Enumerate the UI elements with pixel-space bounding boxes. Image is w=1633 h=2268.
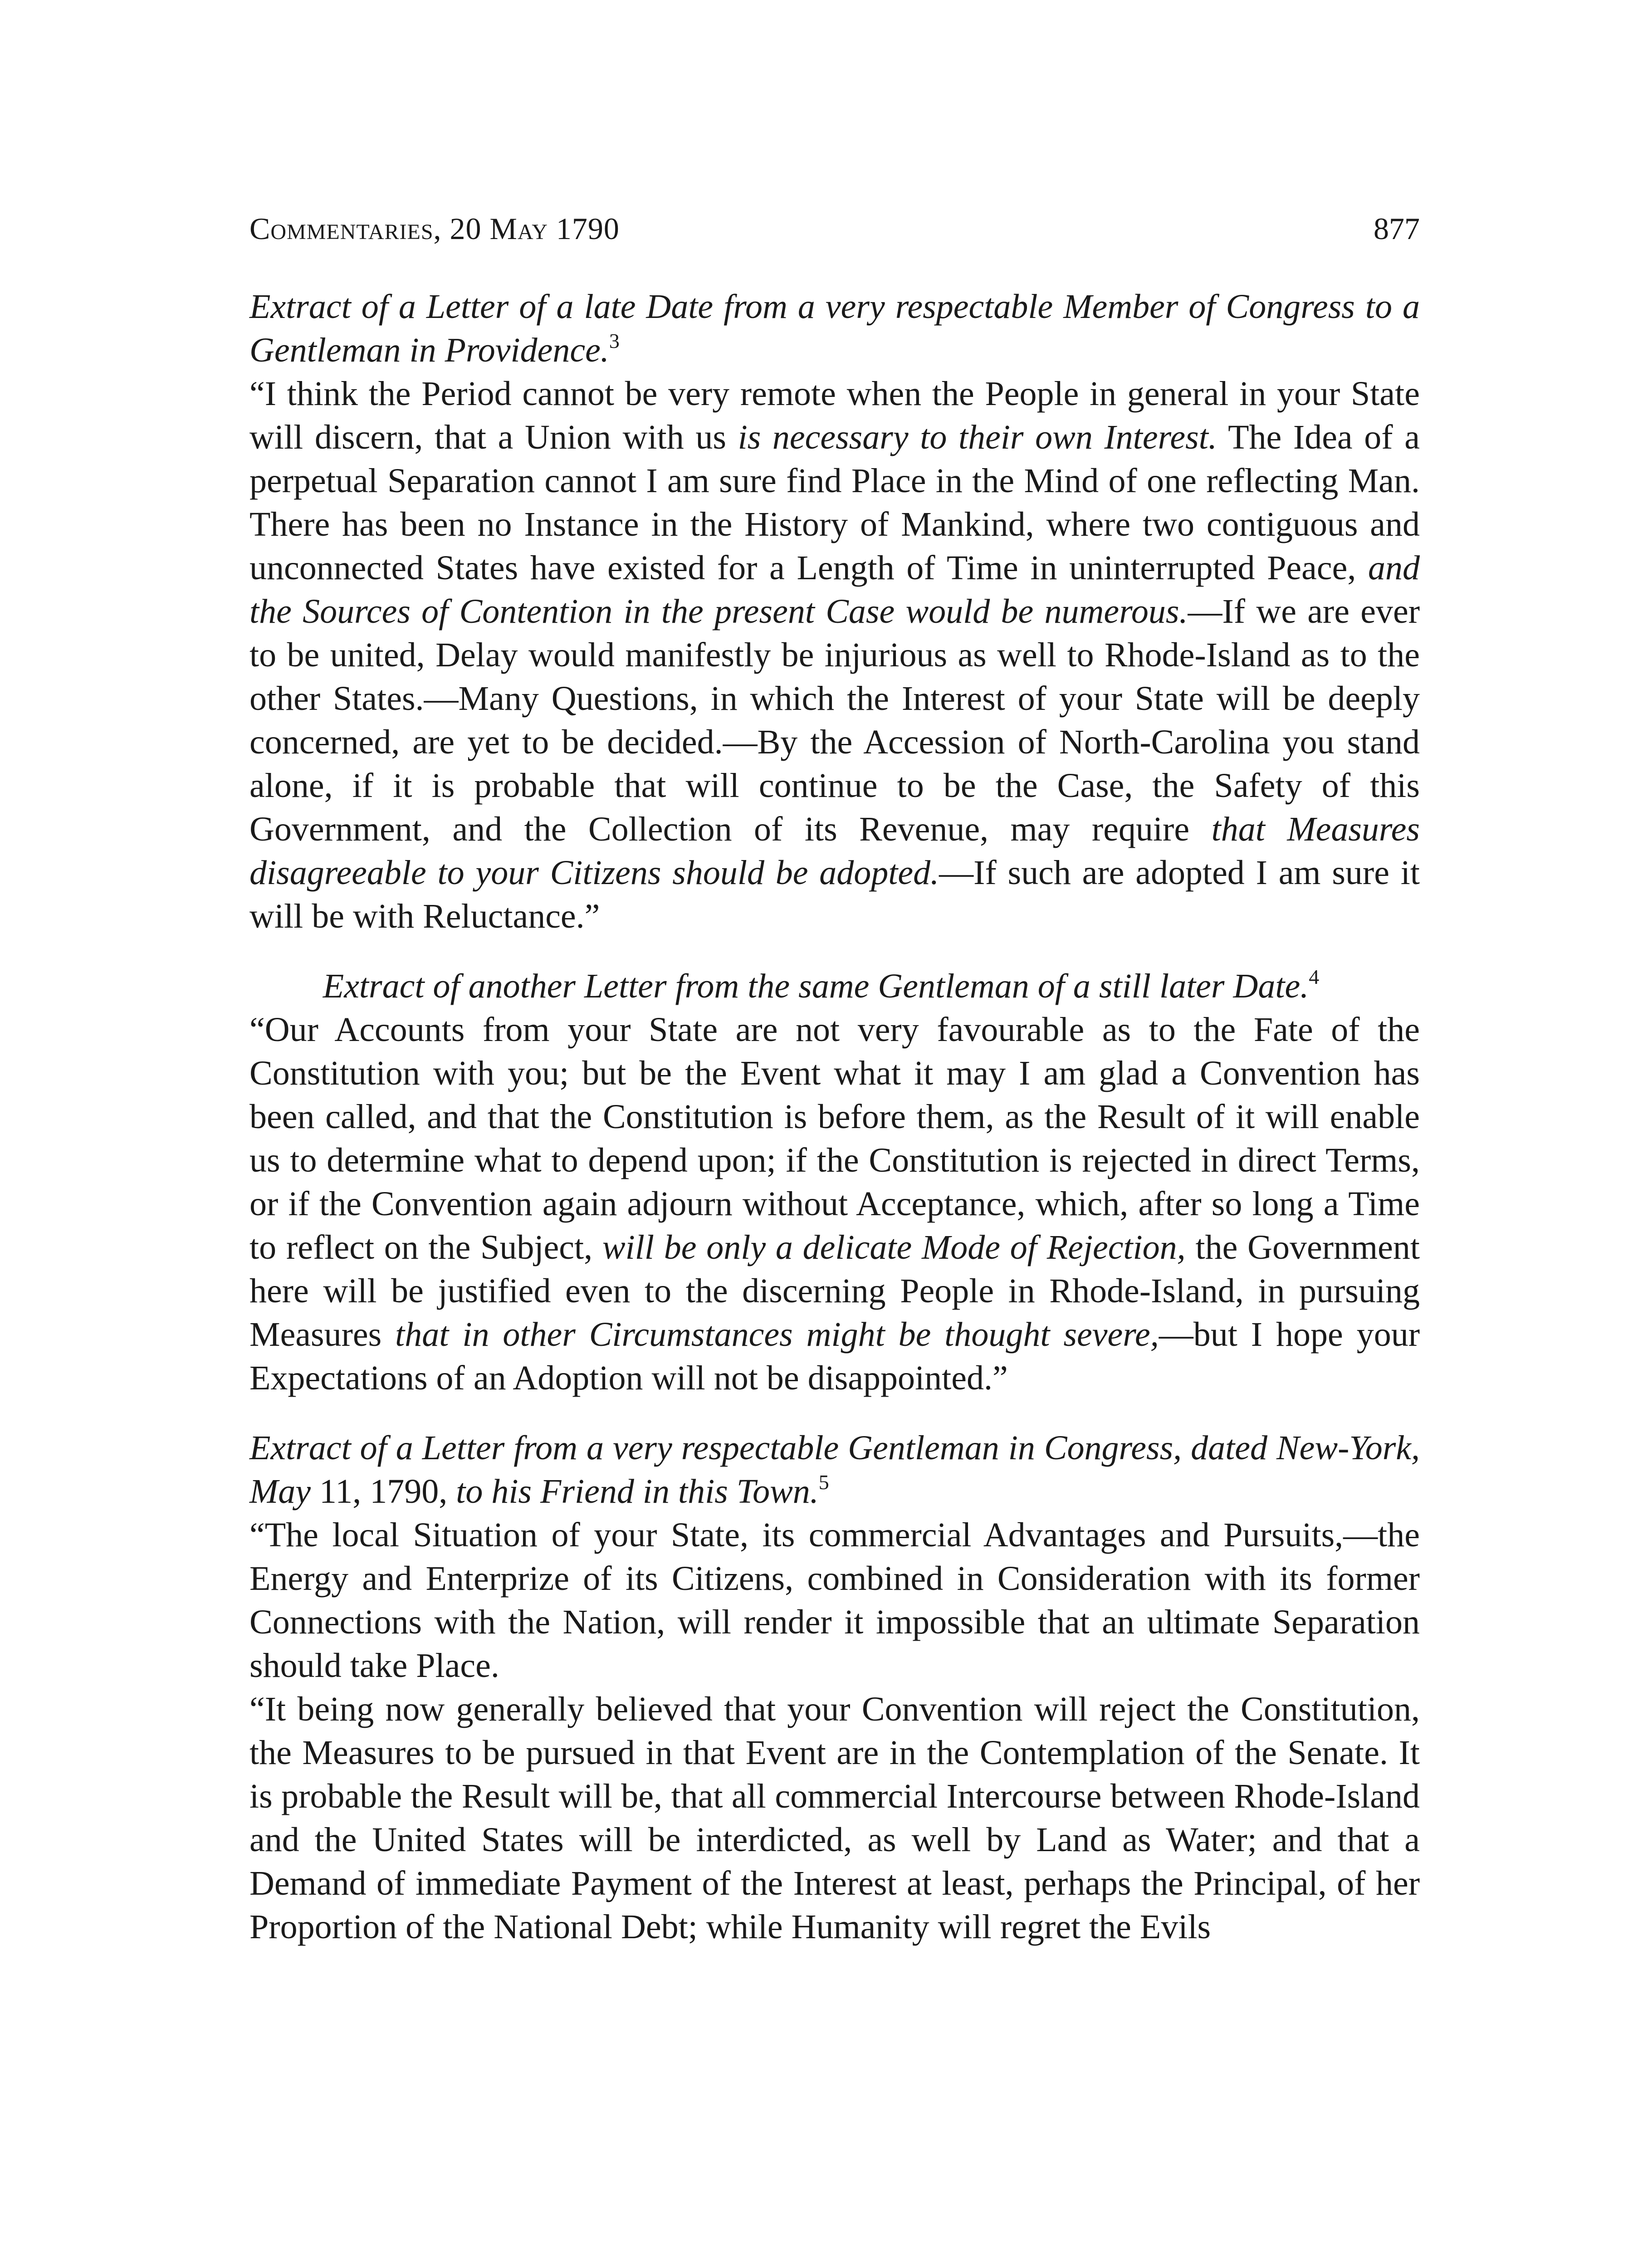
document-page [249,213,1420,1975]
italic-run: Extract of a Letter from a very respectable Gentleman in Congress, dated New-York, May [249,1429,1420,1510]
letter-paragraph [249,1008,1420,1400]
italic-run: to his Friend in this Town. [456,1472,819,1510]
text-run: —If we are ever to be united, Delay would manifestly be injurious as well to Rhode-Island as to the other States.—Many Questions, in which the Interest of your State will be deeply concerned, are yet to be decided.—By the Accession of North-Carolina you stand alone, if it is probable that will continue to be the Case, the Safety of this Government, and the Collection of its Revenue, may require [249,592,1420,848]
letter-extract-3 [249,1426,1420,1949]
italic-run: that Measures disagreeable to your Citizens should be adopted. [249,810,1420,892]
text-run: “It being now generally believed that your Convention will reject the Constitution, the Measures to be pursued in that Event are in the Contemplation of the Senate. It is probable the Result will be, that all commercial Intercourse between Rhode-Island and the United States will be interdicted, as well by Land as Water; and that a Demand of immediate Payment of the Interest at least, perhaps the Principal, of her Proportion of the National Debt; while Humanity will regret the Evils [249,1690,1420,1946]
text-run: “The local Situation of your State, its commercial Advantages and Pursuits,—the Energy and Enterprize of its Citizens, combined in Consideration with its former Connections with the Nation, will render it impossible that an ultimate Separation should take Place. [249,1516,1420,1685]
italic-run: is necessary to their own Interest. [738,418,1217,456]
text-run: —If such are adopted I am sure it will be with Reluctance.” [249,854,1420,935]
text-run: —but I hope your Expectations of an Adoption will not be disappointed.” [249,1315,1420,1397]
extract-heading-text: Extract of a Letter of a late Date from a very respectable Member of Congress to a Gentleman in Providence. [249,288,1420,369]
text-run: 11, 1790, [311,1472,456,1510]
letter-paragraph [249,1513,1420,1687]
text-run: The Idea of a perpetual Separation cannot I am sure find Place in the Mind of one reflecting Man. There has been no Instance in the History of Mankind, where two contiguous and unconnected States have existed for a Length of Time in uninterrupted Peace, [249,418,1420,587]
footnote-ref: 3 [609,329,620,352]
extract-heading [249,285,1420,372]
running-head [249,213,1420,244]
page-number: 877 [1374,211,1420,246]
text-run: “Our Accounts from your State are not very favourable as to the Fate of the Constitution with you; but be the Event what it may I am glad a Convention has been called, and that the Constitution is before them, as the Result of it will enable us to determine what to depend upon; if the Constitution is rejected in direct Terms, or if the Convention again adjourn without Acceptance, which, after so long a Time to reflect on the Subject, [249,1011,1420,1266]
letter-paragraph [249,1687,1420,1949]
running-head-title: Commentaries, 20 May 1790 [249,211,620,246]
letter-extract-2 [249,964,1420,1400]
italic-run: and the Sources of Contention in the present Case would be numerous. [249,549,1420,631]
extract-heading-text: Extract of another Letter from the same Gentleman of a still later Date. [323,967,1309,1005]
italic-run: will be only a delicate Mode of Rejection, [602,1228,1186,1266]
extract-heading [249,1426,1420,1513]
italic-run: that in other Circumstances might be thought severe, [395,1315,1159,1354]
letter-extract-1 [249,285,1420,938]
text-run: the Government here will be justified even to the discerning People in Rhode-Island, in pursuing Measures [249,1228,1420,1354]
extract-heading [249,964,1420,1008]
letter-paragraph [249,372,1420,938]
footnote-ref: 4 [1309,965,1320,988]
text-run: “I think the Period cannot be very remote when the People in general in your State will discern, that a Union with us [249,375,1420,456]
footnote-ref: 5 [818,1471,829,1494]
